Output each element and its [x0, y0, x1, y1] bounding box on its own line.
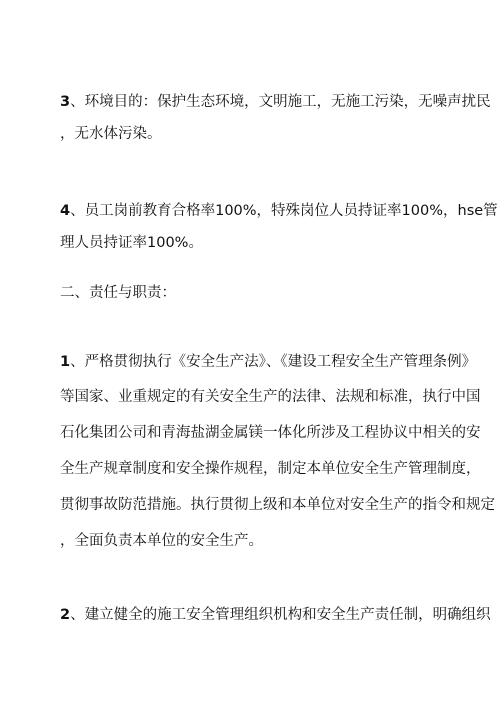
paragraph-3-line-2	[60, 124, 445, 144]
item-number: 1	[60, 354, 71, 370]
paragraph-4-line-1	[60, 201, 498, 221]
paragraph-1-line-5	[60, 495, 495, 515]
line-text: 石化集团公司和青海盐湖金属镁一体化所涉及工程协议中相关的安	[60, 425, 481, 441]
section-heading-responsibilities	[60, 283, 445, 303]
item-number: 4	[60, 203, 71, 219]
paragraph-1-line-3	[60, 423, 481, 443]
line-text: 理人员持证率100%。	[60, 235, 203, 251]
paragraph-1-line-4	[60, 459, 481, 479]
line-text: 全生产规章制度和安全操作规程，制定本单位安全生产管理制度，	[60, 461, 481, 477]
line-text: 、员工岗前教育合格率100%，特殊岗位人员持证率100%，hse管	[70, 203, 498, 219]
paragraph-2-line-1	[60, 605, 491, 625]
item-number: 2	[60, 607, 71, 623]
paragraph-1-line-2	[60, 387, 481, 407]
line-text: 、建立健全的施工安全管理组织机构和安全生产责任制，明确组织	[70, 607, 491, 623]
paragraph-1-line-1	[60, 352, 477, 372]
section-heading-text: 二、责任与职责：	[60, 285, 176, 301]
line-text: 、环境目的：保护生态环境，文明施工，无施工污染，无噪声扰民	[70, 94, 491, 110]
paragraph-1-line-6	[60, 531, 445, 551]
paragraph-4-line-2	[60, 233, 445, 253]
paragraph-3-line-1	[60, 92, 491, 112]
line-text: ，全面负责本单位的安全生产。	[60, 533, 263, 549]
line-text: 、严格贯彻执行《安全生产法》、《建设工程安全生产管理条例》	[70, 354, 477, 370]
line-text: ，无水体污染。	[60, 126, 162, 142]
item-number: 3	[60, 94, 71, 110]
line-text: 贯彻事故防范措施。执行贯彻上级和本单位对安全生产的指令和规定	[60, 497, 495, 513]
line-text: 等国家、业重规定的有关安全生产的法律、法规和标准，执行中国	[60, 389, 481, 405]
